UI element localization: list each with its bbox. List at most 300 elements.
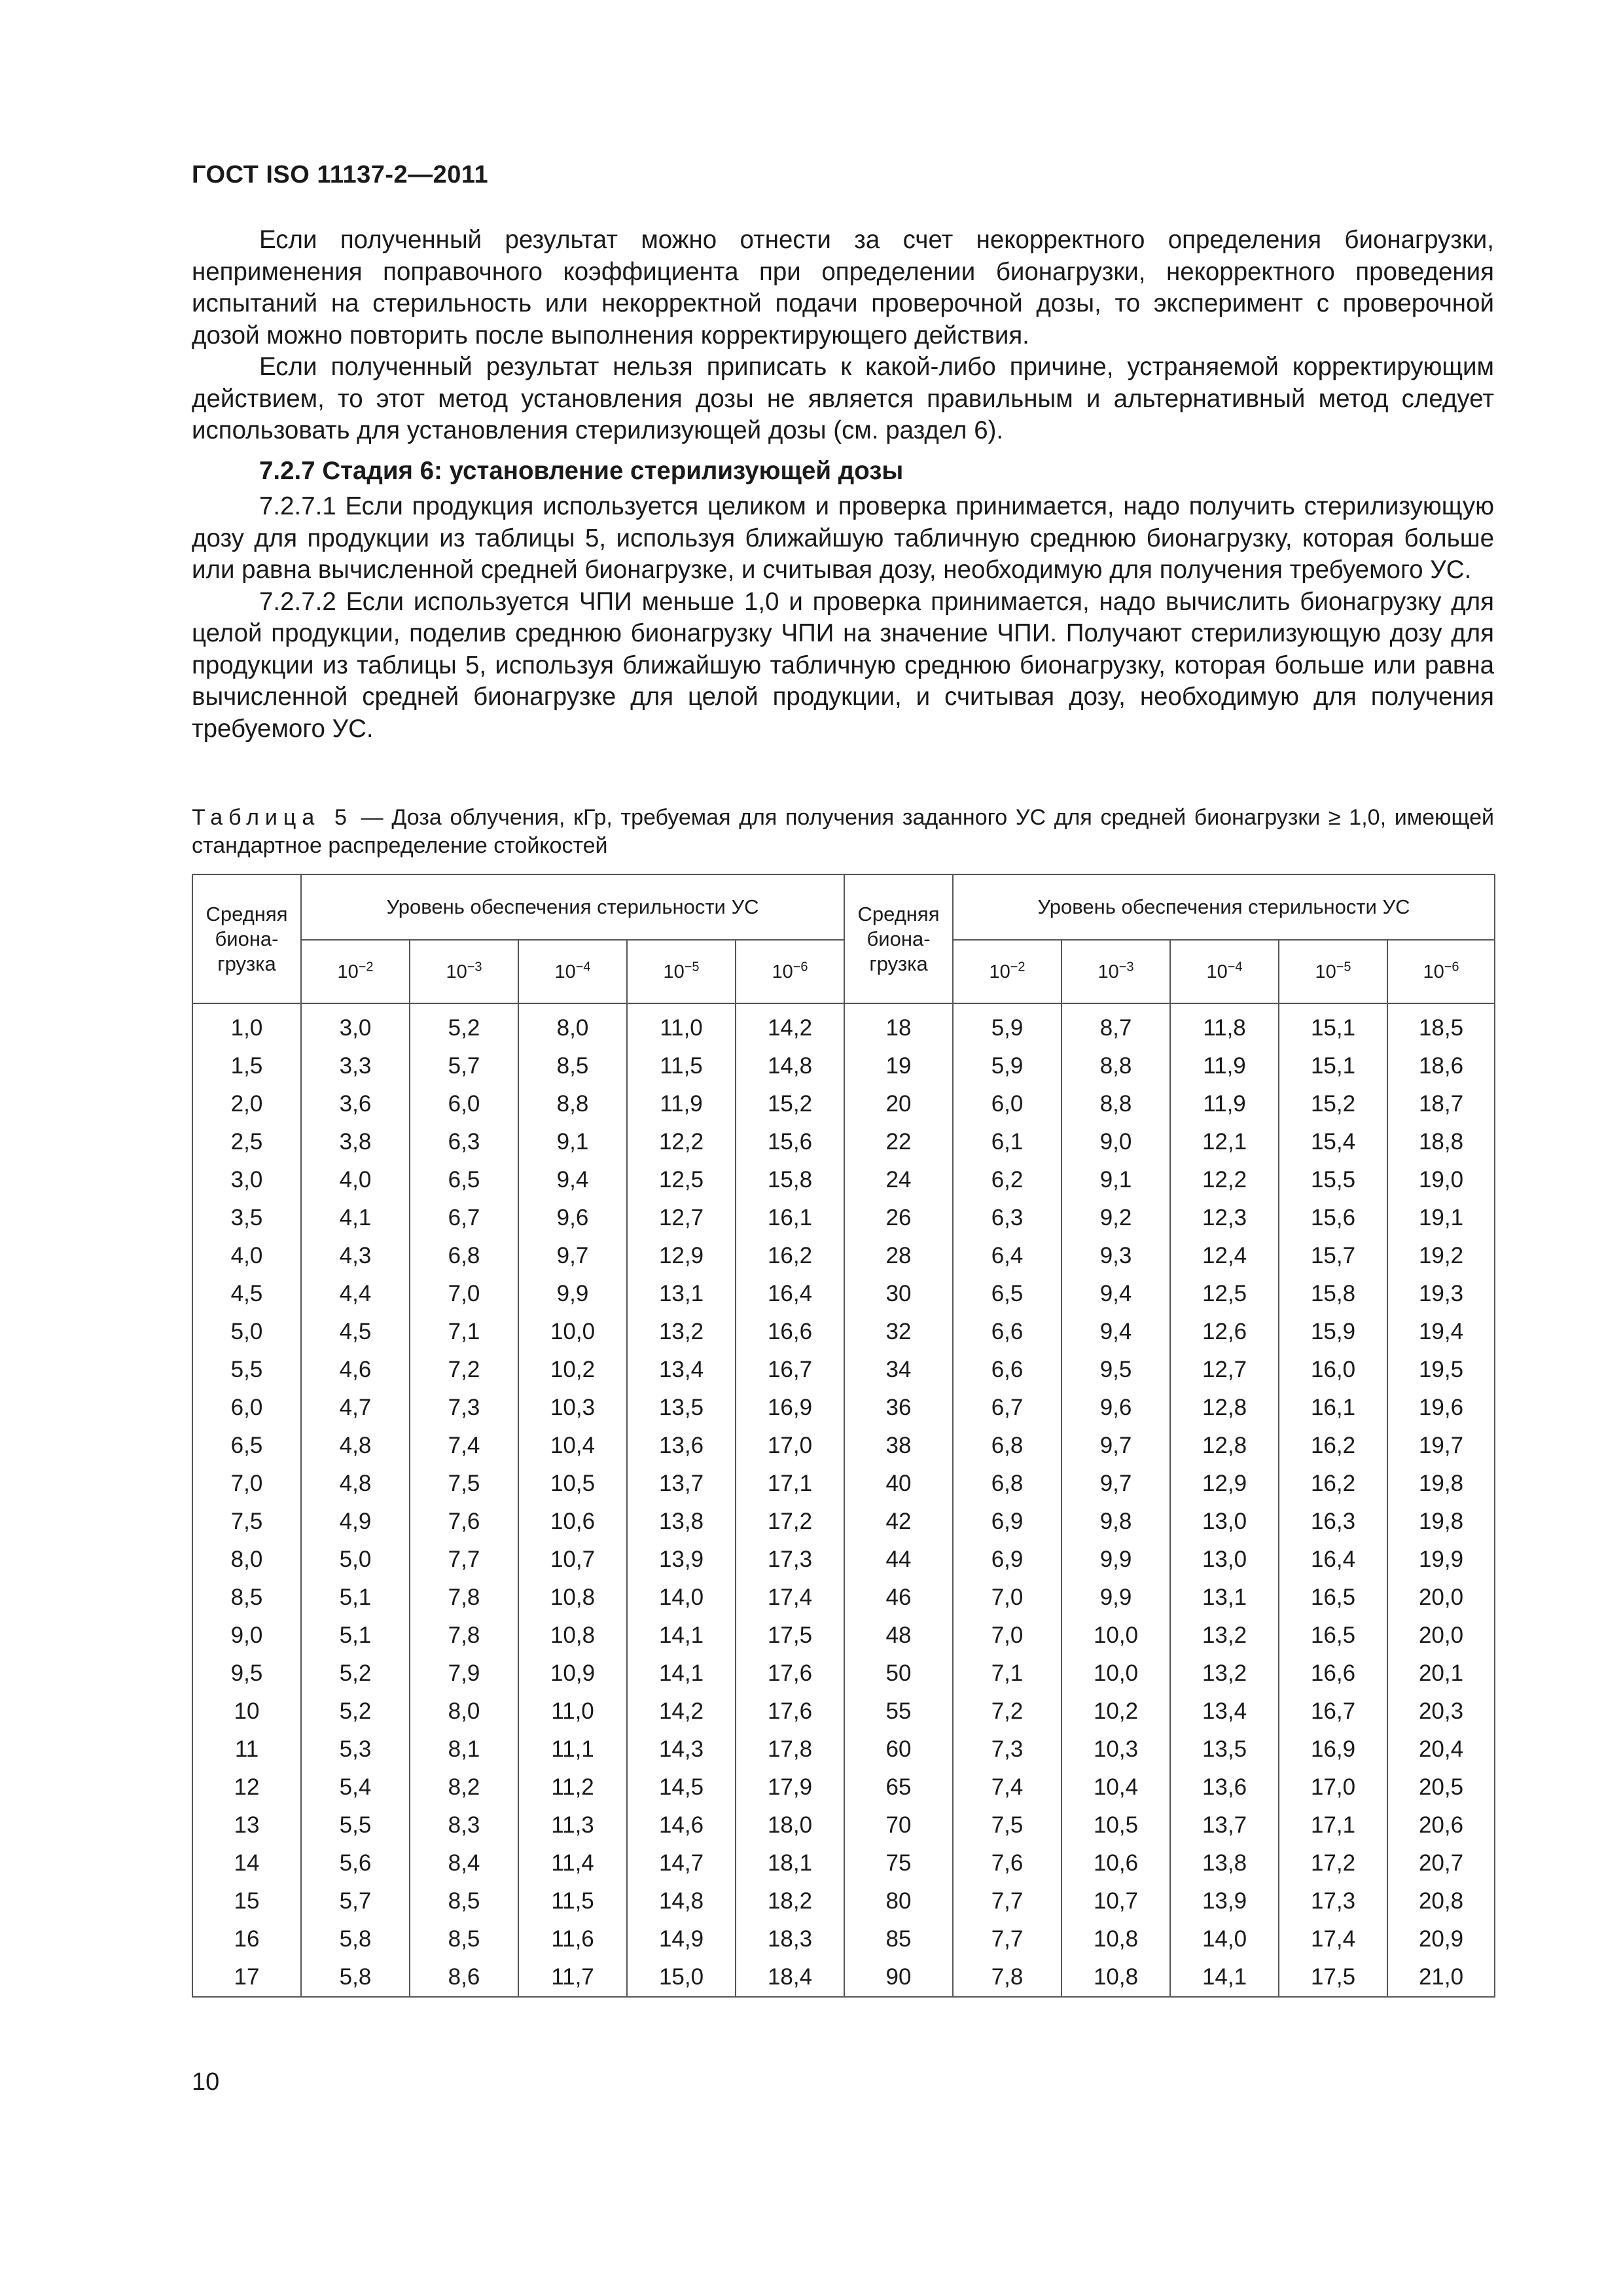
- dose-cell: 16,6: [1279, 1655, 1387, 1693]
- dose-cell: 16,5: [1279, 1579, 1387, 1617]
- dose-cell: 3,8: [301, 1123, 410, 1161]
- dose-cell: 15,2: [1279, 1085, 1387, 1123]
- dose-cell: 10,2: [518, 1351, 627, 1389]
- dose-cell: 6,9: [953, 1541, 1061, 1579]
- dose-cell: 11,9: [627, 1085, 736, 1123]
- dose-cell: 13,9: [1170, 1882, 1279, 1920]
- dose-cell: 6,1: [953, 1123, 1061, 1161]
- paragraph: 7.2.7.1 Если продукция используется целиком и проверка принимается, надо получить стерилизующую дозу для продукции из таблицы 5, используя ближайшую табличную среднюю бионагрузку, которая больше или равна вычисленной средней бионагрузке, и считывая дозу, необходимую для получения требуемого УС.: [192, 492, 1494, 584]
- table-row: [192, 1123, 1495, 1161]
- dose-cell: 14,5: [627, 1768, 736, 1806]
- dose-cell: 16,4: [1279, 1541, 1387, 1579]
- dose-cell: 16,0: [1279, 1351, 1387, 1389]
- sal-level-header: [301, 940, 410, 1003]
- dose-cell: 17,0: [736, 1427, 844, 1465]
- dose-cell: 12,3: [1170, 1199, 1279, 1237]
- sal-level-exponent: −2: [1010, 959, 1026, 974]
- dose-cell: 13,1: [1170, 1579, 1279, 1617]
- dose-cell: 7,0: [953, 1579, 1061, 1617]
- bioburden-cell: 26: [844, 1199, 953, 1237]
- dose-cell: 7,2: [410, 1351, 518, 1389]
- dose-cell: 6,3: [953, 1199, 1061, 1237]
- dose-cell: 17,5: [736, 1617, 844, 1655]
- dose-cell: 6,9: [953, 1503, 1061, 1541]
- dose-cell: 7,3: [410, 1389, 518, 1427]
- sal-level-header: [736, 940, 844, 1003]
- dose-cell: 14,9: [627, 1920, 736, 1958]
- dose-cell: 9,4: [518, 1161, 627, 1199]
- dose-cell: 12,1: [1170, 1123, 1279, 1161]
- table-separator-row: [192, 1003, 1495, 1009]
- dose-cell: 7,6: [410, 1503, 518, 1541]
- sal-level-exponent: −6: [1444, 959, 1459, 974]
- dose-cell: 12,4: [1170, 1237, 1279, 1275]
- dose-cell: 9,6: [1061, 1389, 1170, 1427]
- bioburden-cell: 17: [192, 1958, 301, 1997]
- dose-cell: 11,2: [518, 1768, 627, 1806]
- dose-cell: 6,7: [410, 1199, 518, 1237]
- dose-cell: 8,6: [410, 1958, 518, 1997]
- table-row: [192, 1768, 1495, 1806]
- dose-cell: 19,3: [1387, 1275, 1495, 1313]
- dose-cell: 14,1: [1170, 1958, 1279, 1997]
- bioburden-cell: 36: [844, 1389, 953, 1427]
- dose-cell: 13,5: [1170, 1731, 1279, 1768]
- dose-cell: 10,2: [1061, 1693, 1170, 1731]
- sal-level-base: 10: [663, 961, 685, 982]
- dose-cell: 9,3: [1061, 1237, 1170, 1275]
- bioburden-cell: 4,5: [192, 1275, 301, 1313]
- dose-cell: 18,2: [736, 1882, 844, 1920]
- table-row: [192, 1351, 1495, 1389]
- dose-cell: 4,6: [301, 1351, 410, 1389]
- dose-cell: 7,7: [410, 1541, 518, 1579]
- bioburden-cell: 4,0: [192, 1237, 301, 1275]
- dose-cell: 9,7: [518, 1237, 627, 1275]
- dose-cell: 15,1: [1279, 1009, 1387, 1047]
- dose-cell: 6,0: [410, 1085, 518, 1123]
- paragraph: 7.2.7.2 Если используется ЧПИ меньше 1,0 и проверка принимается, надо вычислить бионагрузку для целой продукции, поделив среднюю бионагрузку ЧПИ на значение ЧПИ. Получают стерилизующую дозу для продукции из таблицы 5, используя ближайшую табличную среднюю бионагрузку, которая больше или равна вычисленной средней бионагрузке для целой продукции, и считывая дозу, необходимую для получения требуемого УС.: [192, 587, 1494, 743]
- dose-cell: 10,5: [518, 1465, 627, 1503]
- table-row: [192, 1313, 1495, 1351]
- table-row: [192, 1693, 1495, 1731]
- dose-cell: 17,9: [736, 1768, 844, 1806]
- dose-cell: 19,9: [1387, 1541, 1495, 1579]
- dose-cell: 16,6: [736, 1313, 844, 1351]
- sal-level-header: [1061, 940, 1170, 1003]
- sal-level-base: 10: [989, 961, 1010, 982]
- bioburden-cell: 9,0: [192, 1617, 301, 1655]
- dose-cell: 5,7: [301, 1882, 410, 1920]
- dose-cell: 16,1: [1279, 1389, 1387, 1427]
- dose-cell: 3,0: [301, 1009, 410, 1047]
- dose-cell: 10,9: [518, 1655, 627, 1693]
- dose-cell: 18,0: [736, 1806, 844, 1844]
- dose-cell: 3,6: [301, 1085, 410, 1123]
- bioburden-cell: 3,0: [192, 1161, 301, 1199]
- dose-cell: 5,6: [301, 1844, 410, 1882]
- dose-cell: 16,2: [1279, 1427, 1387, 1465]
- dose-cell: 5,3: [301, 1731, 410, 1768]
- dose-cell: 5,9: [953, 1009, 1061, 1047]
- dose-cell: 15,4: [1279, 1123, 1387, 1161]
- bioburden-cell: 70: [844, 1806, 953, 1844]
- page-number: 10: [192, 2068, 220, 2096]
- dose-cell: 13,8: [1170, 1844, 1279, 1882]
- dose-cell: 6,8: [953, 1427, 1061, 1465]
- dose-cell: 7,7: [953, 1920, 1061, 1958]
- dose-cell: 19,0: [1387, 1161, 1495, 1199]
- dose-cell: 15,8: [736, 1161, 844, 1199]
- dose-cell: 10,4: [518, 1427, 627, 1465]
- section-heading: 7.2.7 Стадия 6: установление стерилизующей дозы: [259, 457, 904, 485]
- dose-cell: 16,9: [1279, 1731, 1387, 1768]
- dose-cell: 7,8: [410, 1579, 518, 1617]
- dose-cell: 10,4: [1061, 1768, 1170, 1806]
- dose-cell: 9,9: [1061, 1579, 1170, 1617]
- bioburden-cell: 75: [844, 1844, 953, 1882]
- dose-cell: 5,0: [301, 1541, 410, 1579]
- sal-level-exponent: −5: [684, 959, 700, 974]
- bioburden-cell: 55: [844, 1693, 953, 1731]
- dose-cell: 9,6: [518, 1199, 627, 1237]
- bioburden-cell: 10: [192, 1693, 301, 1731]
- dose-cell: 20,3: [1387, 1693, 1495, 1731]
- dose-cell: 13,1: [627, 1275, 736, 1313]
- dose-cell: 7,4: [410, 1427, 518, 1465]
- dose-cell: 14,0: [1170, 1920, 1279, 1958]
- dose-cell: 18,4: [736, 1958, 844, 1997]
- table-row: [192, 1047, 1495, 1085]
- sal-level-header: [627, 940, 736, 1003]
- dose-cell: 19,7: [1387, 1427, 1495, 1465]
- table-row: [192, 1389, 1495, 1427]
- dose-cell: 17,5: [1279, 1958, 1387, 1997]
- dose-cell: 5,8: [301, 1958, 410, 1997]
- dose-cell: 4,1: [301, 1199, 410, 1237]
- dose-cell: 14,0: [627, 1579, 736, 1617]
- dose-cell: 12,6: [1170, 1313, 1279, 1351]
- bioburden-cell: 9,5: [192, 1655, 301, 1693]
- sal-level-base: 10: [1206, 961, 1228, 982]
- sal-level-exponent: −3: [467, 959, 482, 974]
- dose-cell: 10,7: [518, 1541, 627, 1579]
- dose-cell: 19,1: [1387, 1199, 1495, 1237]
- dose-cell: 7,2: [953, 1693, 1061, 1731]
- sal-level-base: 10: [337, 961, 359, 982]
- dose-cell: 9,5: [1061, 1351, 1170, 1389]
- dose-cell: 15,0: [627, 1958, 736, 1997]
- dose-cell: 16,7: [736, 1351, 844, 1389]
- dose-cell: 15,1: [1279, 1047, 1387, 1085]
- bioburden-cell: 48: [844, 1617, 953, 1655]
- dose-cell: 14,7: [627, 1844, 736, 1882]
- dose-cell: 10,0: [518, 1313, 627, 1351]
- dose-cell: 9,8: [1061, 1503, 1170, 1541]
- dose-cell: 17,0: [1279, 1768, 1387, 1806]
- dose-cell: 10,8: [1061, 1920, 1170, 1958]
- dose-cell: 12,7: [627, 1199, 736, 1237]
- dose-cell: 7,5: [953, 1806, 1061, 1844]
- table-row: [192, 1617, 1495, 1655]
- dose-cell: 19,8: [1387, 1503, 1495, 1541]
- paragraph: Если полученный результат можно отнести за счет некорректного определения бионагрузки, неприменения поправочного коэффициента при определении бионагрузки, некорректного проведения испытаний на стерильность или некорректной подачи проверочной дозы, то эксперимент с проверочной дозой можно повторить после выполнения корректирующего действия.: [192, 226, 1494, 350]
- dose-cell: 9,2: [1061, 1199, 1170, 1237]
- sal-column-header: Уровень обеспечения стерильности УС: [953, 874, 1495, 940]
- bioburden-cell: 32: [844, 1313, 953, 1351]
- dose-cell: 11,9: [1170, 1047, 1279, 1085]
- bioburden-cell: 44: [844, 1541, 953, 1579]
- bioburden-cell: 15: [192, 1882, 301, 1920]
- table-row: [192, 1958, 1495, 1997]
- dose-cell: 8,7: [1061, 1009, 1170, 1047]
- dose-cell: 7,5: [410, 1465, 518, 1503]
- dose-cell: 17,3: [736, 1541, 844, 1579]
- dose-cell: 20,9: [1387, 1920, 1495, 1958]
- dose-cell: 15,5: [1279, 1161, 1387, 1199]
- dose-cell: 9,9: [1061, 1541, 1170, 1579]
- dose-cell: 16,5: [1279, 1617, 1387, 1655]
- dose-cell: 9,1: [1061, 1161, 1170, 1199]
- dose-cell: 13,6: [627, 1427, 736, 1465]
- dose-cell: 20,4: [1387, 1731, 1495, 1768]
- dose-cell: 20,8: [1387, 1882, 1495, 1920]
- dose-cell: 10,0: [1061, 1655, 1170, 1693]
- dose-cell: 4,3: [301, 1237, 410, 1275]
- dose-cell: 14,2: [627, 1693, 736, 1731]
- table-row: [192, 1085, 1495, 1123]
- dose-cell: 11,1: [518, 1731, 627, 1768]
- dose-cell: 12,9: [1170, 1465, 1279, 1503]
- burden-column-header: Средняя биона-грузка: [192, 874, 301, 1003]
- dose-cell: 9,7: [1061, 1465, 1170, 1503]
- dose-cell: 10,5: [1061, 1806, 1170, 1844]
- dose-cell: 7,1: [953, 1655, 1061, 1693]
- dose-cell: 7,1: [410, 1313, 518, 1351]
- bioburden-cell: 65: [844, 1768, 953, 1806]
- dose-cell: 5,2: [410, 1009, 518, 1047]
- dose-cell: 16,9: [736, 1389, 844, 1427]
- sal-level-base: 10: [1423, 961, 1444, 982]
- bioburden-cell: 8,0: [192, 1541, 301, 1579]
- sal-level-header: [410, 940, 518, 1003]
- dose-cell: 17,8: [736, 1731, 844, 1768]
- bioburden-cell: 85: [844, 1920, 953, 1958]
- dose-cell: 10,6: [1061, 1844, 1170, 1882]
- dose-cell: 7,0: [410, 1275, 518, 1313]
- dose-cell: 10,3: [518, 1389, 627, 1427]
- dose-cell: 4,9: [301, 1503, 410, 1541]
- dose-cell: 19,8: [1387, 1465, 1495, 1503]
- table-row: [192, 1655, 1495, 1693]
- dose-cell: 10,3: [1061, 1731, 1170, 1768]
- sal-level-base: 10: [1315, 961, 1336, 982]
- sal-level-header: [953, 940, 1061, 1003]
- dose-cell: 13,4: [627, 1351, 736, 1389]
- dose-cell: 4,8: [301, 1427, 410, 1465]
- dose-cell: 14,1: [627, 1655, 736, 1693]
- dose-cell: 20,7: [1387, 1844, 1495, 1882]
- dose-cell: 17,4: [736, 1579, 844, 1617]
- bioburden-cell: 20: [844, 1085, 953, 1123]
- bioburden-cell: 12: [192, 1768, 301, 1806]
- dose-cell: 19,4: [1387, 1313, 1495, 1351]
- bioburden-cell: 1,0: [192, 1009, 301, 1047]
- bioburden-cell: 13: [192, 1806, 301, 1844]
- bioburden-cell: 42: [844, 1503, 953, 1541]
- dose-cell: 17,4: [1279, 1920, 1387, 1958]
- dose-cell: 18,3: [736, 1920, 844, 1958]
- table-row: [192, 1237, 1495, 1275]
- dose-cell: 16,1: [736, 1199, 844, 1237]
- dose-cell: 10,8: [1061, 1958, 1170, 1997]
- dose-cell: 17,3: [1279, 1882, 1387, 1920]
- dose-cell: 8,1: [410, 1731, 518, 1768]
- sal-level-exponent: −6: [793, 959, 808, 974]
- sal-level-header: [1170, 940, 1279, 1003]
- dose-cell: 8,0: [518, 1009, 627, 1047]
- table-caption: [192, 804, 1494, 860]
- dose-cell: 9,4: [1061, 1275, 1170, 1313]
- dose-cell: 13,2: [627, 1313, 736, 1351]
- dose-cell: 7,7: [953, 1882, 1061, 1920]
- dose-cell: 9,4: [1061, 1313, 1170, 1351]
- dose-cell: 9,9: [518, 1275, 627, 1313]
- table-row: [192, 1541, 1495, 1579]
- dose-cell: 11,0: [518, 1693, 627, 1731]
- bioburden-cell: 24: [844, 1161, 953, 1199]
- dose-cell: 5,8: [301, 1920, 410, 1958]
- bioburden-cell: 1,5: [192, 1047, 301, 1085]
- dose-cell: 6,5: [953, 1275, 1061, 1313]
- dose-cell: 11,3: [518, 1806, 627, 1844]
- sal-level-header: [1387, 940, 1495, 1003]
- dose-cell: 11,5: [518, 1882, 627, 1920]
- intro-text: [192, 224, 1494, 447]
- dose-cell: 5,1: [301, 1617, 410, 1655]
- bioburden-cell: 90: [844, 1958, 953, 1997]
- dose-cell: 8,8: [518, 1085, 627, 1123]
- bioburden-cell: 40: [844, 1465, 953, 1503]
- bioburden-cell: 28: [844, 1237, 953, 1275]
- dose-cell: 12,5: [1170, 1275, 1279, 1313]
- sal-level-exponent: −5: [1336, 959, 1351, 974]
- dose-cell: 13,5: [627, 1389, 736, 1427]
- dose-cell: 15,2: [736, 1085, 844, 1123]
- dose-cell: 20,5: [1387, 1768, 1495, 1806]
- dose-cell: 5,2: [301, 1655, 410, 1693]
- sal-level-header: [1279, 940, 1387, 1003]
- dose-cell: 14,8: [627, 1882, 736, 1920]
- dose-cell: 12,7: [1170, 1351, 1279, 1389]
- bioburden-cell: 38: [844, 1427, 953, 1465]
- dose-cell: 8,3: [410, 1806, 518, 1844]
- dose-cell: 20,0: [1387, 1617, 1495, 1655]
- dose-cell: 18,7: [1387, 1085, 1495, 1123]
- table-row: [192, 1731, 1495, 1768]
- sal-level-header: [518, 940, 627, 1003]
- dose-cell: 15,9: [1279, 1313, 1387, 1351]
- bioburden-cell: 7,5: [192, 1503, 301, 1541]
- dose-cell: 13,9: [627, 1541, 736, 1579]
- dose-cell: 19,6: [1387, 1389, 1495, 1427]
- table-row: [192, 1579, 1495, 1617]
- dose-cell: 16,2: [736, 1237, 844, 1275]
- dose-cell: 5,4: [301, 1768, 410, 1806]
- dose-cell: 10,8: [518, 1617, 627, 1655]
- dose-cell: 5,5: [301, 1806, 410, 1844]
- table-row: [192, 1465, 1495, 1503]
- bioburden-cell: 80: [844, 1882, 953, 1920]
- dose-cell: 11,4: [518, 1844, 627, 1882]
- dose-cell: 13,4: [1170, 1693, 1279, 1731]
- dose-cell: 15,7: [1279, 1237, 1387, 1275]
- dose-cell: 19,5: [1387, 1351, 1495, 1389]
- bioburden-cell: 2,5: [192, 1123, 301, 1161]
- dose-cell: 8,0: [410, 1693, 518, 1731]
- bioburden-cell: 18: [844, 1009, 953, 1047]
- table-row: [192, 1806, 1495, 1844]
- dose-cell: 17,1: [736, 1465, 844, 1503]
- dose-cell: 13,7: [627, 1465, 736, 1503]
- dose-cell: 14,3: [627, 1731, 736, 1768]
- dose-cell: 7,4: [953, 1768, 1061, 1806]
- dose-table: [192, 874, 1495, 1998]
- dose-cell: 12,8: [1170, 1389, 1279, 1427]
- dose-cell: 18,8: [1387, 1123, 1495, 1161]
- dose-cell: 16,3: [1279, 1503, 1387, 1541]
- dose-cell: 17,6: [736, 1693, 844, 1731]
- dose-cell: 12,9: [627, 1237, 736, 1275]
- dose-cell: 8,5: [518, 1047, 627, 1085]
- table-row: [192, 1275, 1495, 1313]
- table-row: [192, 1427, 1495, 1465]
- bioburden-cell: 5,5: [192, 1351, 301, 1389]
- dose-cell: 4,5: [301, 1313, 410, 1351]
- dose-cell: 14,2: [736, 1009, 844, 1047]
- bioburden-cell: 60: [844, 1731, 953, 1768]
- dose-cell: 10,7: [1061, 1882, 1170, 1920]
- dose-cell: 12,2: [1170, 1161, 1279, 1199]
- dose-cell: 20,0: [1387, 1579, 1495, 1617]
- dose-cell: 16,2: [1279, 1465, 1387, 1503]
- dose-cell: 8,8: [1061, 1047, 1170, 1085]
- dose-cell: 7,6: [953, 1844, 1061, 1882]
- dose-cell: 18,1: [736, 1844, 844, 1882]
- dose-cell: 17,1: [1279, 1806, 1387, 1844]
- dose-cell: 17,2: [736, 1503, 844, 1541]
- dose-cell: 12,8: [1170, 1427, 1279, 1465]
- dose-cell: 11,0: [627, 1009, 736, 1047]
- dose-cell: 14,6: [627, 1806, 736, 1844]
- dose-cell: 13,0: [1170, 1503, 1279, 1541]
- dose-cell: 6,6: [953, 1313, 1061, 1351]
- dose-cell: 15,6: [736, 1123, 844, 1161]
- dose-cell: 20,6: [1387, 1806, 1495, 1844]
- table-caption-text: — Доза облучения, кГр, требуемая для получения заданного УС для средней бионагрузки ≥ 1,0, имеющей стандартное распределение стойкостей: [192, 805, 1494, 858]
- dose-cell: 21,0: [1387, 1958, 1495, 1997]
- dose-cell: 15,6: [1279, 1199, 1387, 1237]
- table-body: [192, 1003, 1495, 1997]
- dose-cell: 3,3: [301, 1047, 410, 1085]
- section-text: [192, 491, 1494, 745]
- bioburden-cell: 19: [844, 1047, 953, 1085]
- bioburden-cell: 3,5: [192, 1199, 301, 1237]
- dose-cell: 4,7: [301, 1389, 410, 1427]
- dose-cell: 4,0: [301, 1161, 410, 1199]
- dose-cell: 15,8: [1279, 1275, 1387, 1313]
- table-row: [192, 1882, 1495, 1920]
